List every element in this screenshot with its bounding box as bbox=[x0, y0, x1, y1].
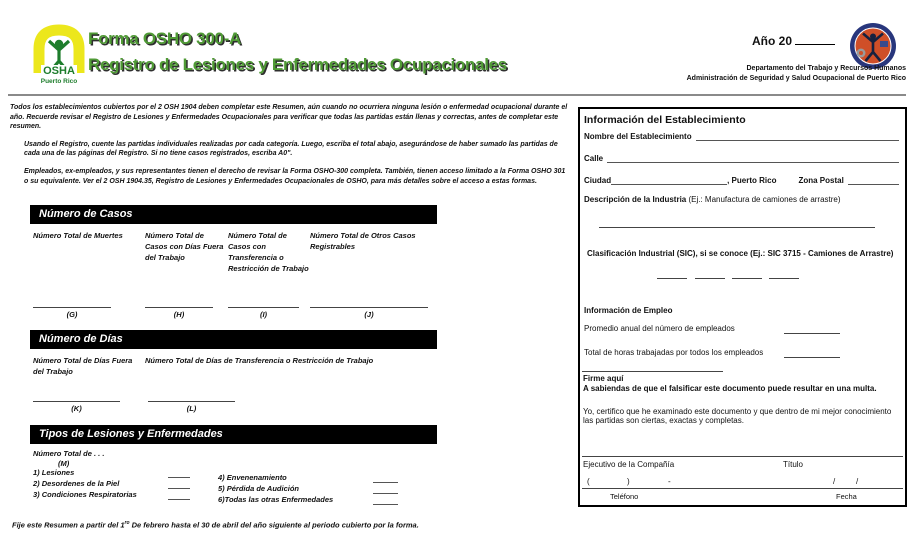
letter-k: (K) bbox=[71, 404, 82, 413]
blank-sic-2[interactable] bbox=[695, 278, 725, 279]
blank-descripcion[interactable] bbox=[599, 227, 875, 228]
blank-line-i[interactable] bbox=[228, 306, 299, 308]
blank-line-h[interactable] bbox=[145, 306, 213, 308]
osha-puerto-rico-logo bbox=[29, 23, 89, 85]
date-slash-2: / bbox=[856, 477, 859, 486]
col-label-dias-fuera: Número Total de Casos con Días Fuera del Trabajo bbox=[145, 231, 224, 262]
tipo-row-condiciones-respiratorias bbox=[33, 490, 190, 500]
note-suffix: De febrero hasta el 30 de abril del año siguiente al periodo cubierto por la forma. bbox=[129, 520, 419, 530]
date-slash-1: / bbox=[833, 477, 836, 486]
establishment-info-panel bbox=[578, 107, 907, 507]
field-calle bbox=[584, 153, 899, 163]
col-label-transferencia: Número Total de Casos con Transferencia o Restricción de Trabajo bbox=[228, 231, 309, 273]
note-superscript: ro bbox=[124, 520, 130, 526]
field-descripcion-industria bbox=[584, 195, 899, 204]
col-label-otros-casos: Número Total de Otros Casos Registrables bbox=[310, 231, 416, 251]
tipo-label-lesiones: 1) Lesiones bbox=[33, 468, 75, 477]
blank-desordenes-piel[interactable] bbox=[168, 480, 190, 489]
label-nombre: Nombre del Establecimiento bbox=[584, 132, 692, 141]
field-nombre-establecimiento bbox=[584, 131, 899, 141]
label-informacion-empleo: Información de Empleo bbox=[584, 306, 673, 315]
label-telefono: Teléfono bbox=[610, 492, 639, 501]
intro-paragraph-3: Empleados, ex-empleados, y sus representantes tienen el derecho de revisar la Forma OSHO-300 completa. También, tienen acceso limitado a la Forma OSHO 301 o su equivalente. Ver el 2 OSH 1904.35, Registro de Lesiones y Enfermedades Ocupacionales de OSHO, para más detalles sobre el acceso a estas formas. bbox=[24, 167, 566, 185]
intro-paragraph-2: Usando el Registro, cuente las partidas individuales realizadas por cada categoría. Luego, escriba el total abajo, asegurándose de haber sumado las partidas de cada una de las páginas del Registro. Si no tiene casos registrados, escriba A0". bbox=[24, 140, 558, 158]
letter-m: (M) bbox=[58, 459, 70, 468]
form-title bbox=[88, 26, 507, 78]
field-g bbox=[33, 306, 111, 319]
letter-j: (J) bbox=[364, 310, 374, 319]
blank-sic-1[interactable] bbox=[657, 278, 687, 279]
tipo-label-envenenamiento: 4) Envenenamiento bbox=[218, 473, 287, 482]
col-label-dias-fuera-trabajo: Número Total de Días Fuera del Trabajo bbox=[33, 356, 133, 376]
field-j bbox=[310, 306, 428, 319]
tipo-row-envenenamiento bbox=[218, 473, 398, 483]
label-descripcion-ejemplo: (Ej.: Manufactura de camiones de arrastre) bbox=[686, 195, 841, 204]
label-clasificacion-sic: Clasificación Industrial (SIC), si se conoce (Ej.: SIC 3715 - Camiones de Arrastre) bbox=[587, 249, 894, 258]
posting-instruction-note bbox=[12, 520, 419, 530]
panel-title: Información del Establecimiento bbox=[584, 114, 746, 126]
intro-paragraph-1: Todos los establecimientos cubiertos por el 2 OSH 1904 deben completar este Resumen, aún cuando no ocurriera ninguna lesión o enfermedad ocupacional durante el año. Recuerde revisar el Registro de Lesiones y Enfermedades Ocupacionales para verificar que todas las partidas están llenas y correctas, antes de completar este resumen. bbox=[10, 104, 568, 131]
field-i bbox=[228, 306, 299, 319]
year-blank[interactable] bbox=[795, 33, 835, 45]
label-puerto-rico: , Puerto Rico bbox=[727, 176, 777, 185]
tipo-label-otras-enfermedades: 6)Todas las otras Enfermedades bbox=[218, 495, 334, 504]
section-bar-tipos-lesiones: Tipos de Lesiones y Enfermedades bbox=[30, 425, 437, 444]
tipo-label-perdida-audicion: 5) Pérdida de Audición bbox=[218, 484, 299, 493]
phone-paren-close: ) bbox=[627, 477, 630, 486]
intro-text bbox=[10, 103, 570, 194]
blank-promedio-empleados[interactable] bbox=[784, 333, 840, 334]
header-divider bbox=[8, 94, 906, 96]
form-title-line2: Registro de Lesiones y Enfermedades Ocupacionales bbox=[88, 55, 507, 74]
department-line2: Administración de Seguridad y Salud Ocupacional de Puerto Rico bbox=[686, 75, 906, 82]
blank-lesiones[interactable] bbox=[168, 469, 190, 478]
label-multa: A sabiendas de que el falsificar este documento puede resultar en una multa. bbox=[583, 384, 877, 393]
blank-ciudad[interactable] bbox=[611, 175, 727, 185]
label-ejecutivo: Ejecutivo de la Compañía bbox=[583, 460, 675, 469]
field-k bbox=[33, 400, 120, 413]
tipo-label-desordenes-piel: 2) Desordenes de la Piel bbox=[33, 479, 120, 488]
tipos-header: Número Total de . . . bbox=[33, 449, 105, 458]
year-label: Año 20 bbox=[752, 34, 793, 48]
field-l bbox=[148, 400, 235, 413]
blank-line-k[interactable] bbox=[33, 400, 120, 402]
label-titulo: Título bbox=[783, 460, 804, 469]
department-seal-icon bbox=[849, 22, 897, 70]
tipo-row-desordenes-piel bbox=[33, 479, 190, 489]
letter-g: (G) bbox=[66, 310, 78, 319]
label-fecha: Fecha bbox=[836, 492, 857, 501]
label-calle: Calle bbox=[584, 154, 604, 163]
col-label-dias-transferencia: Número Total de Días de Transferencia o Restricción de Trabajo bbox=[145, 356, 374, 365]
logo-region-text: Puerto Rico bbox=[40, 78, 78, 85]
blank-envenenamiento[interactable] bbox=[373, 474, 398, 483]
department-header bbox=[687, 64, 906, 84]
col-label-muertes: Número Total de Muertes bbox=[33, 231, 123, 240]
department-line1: Departamento del Trabajo y Recursos Humanos bbox=[746, 65, 906, 72]
blank-condiciones-respiratorias[interactable] bbox=[168, 491, 190, 500]
tipo-label-condiciones-respiratorias: 3) Condiciones Respiratorias bbox=[33, 490, 137, 499]
phone-paren-open: ( bbox=[587, 477, 590, 486]
blank-nombre[interactable] bbox=[696, 131, 899, 141]
field-ciudad-zona bbox=[584, 175, 899, 185]
blank-zona-postal[interactable] bbox=[848, 175, 899, 185]
blank-line-j[interactable] bbox=[310, 306, 428, 308]
blank-otras-enfermedades[interactable] bbox=[373, 496, 398, 505]
section-bar-numero-de-dias: Número de Días bbox=[30, 330, 437, 349]
letter-l: (L) bbox=[186, 404, 197, 413]
signature-divider bbox=[582, 456, 903, 457]
note-prefix: Fije este Resumen a partir del 1 bbox=[12, 520, 125, 530]
phone-date-line[interactable] bbox=[582, 488, 903, 489]
blank-calle[interactable] bbox=[607, 153, 899, 163]
form-title-line1: Forma OSHO 300-A bbox=[88, 29, 241, 48]
blank-sic-3[interactable] bbox=[732, 278, 762, 279]
label-zona-postal: Zona Postal bbox=[798, 176, 844, 185]
tipo-row-perdida-audicion bbox=[218, 484, 398, 494]
label-ciudad: Ciudad bbox=[584, 176, 612, 185]
tipo-row-otras-enfermedades bbox=[218, 495, 398, 505]
field-h bbox=[145, 306, 213, 319]
certification-statement: Yo, certifico que he examinado este documento y que dentro de mi mejor conocimiento las partidas son ciertas, exactas y completas. bbox=[583, 407, 892, 425]
blank-line-l[interactable] bbox=[148, 400, 235, 402]
section-bar-numero-de-casos: Número de Casos bbox=[30, 205, 437, 224]
logo-org-text: OSHA bbox=[43, 65, 75, 77]
blank-horas-trabajadas[interactable] bbox=[784, 357, 840, 358]
blank-perdida-audicion[interactable] bbox=[373, 485, 398, 494]
label-horas-trabajadas: Total de horas trabajadas por todos los empleados bbox=[584, 348, 764, 357]
label-descripcion: Descripción de la Industria bbox=[584, 195, 687, 204]
letter-i: (I) bbox=[259, 310, 268, 319]
firme-divider bbox=[582, 371, 723, 372]
blank-sic-4[interactable] bbox=[769, 278, 799, 279]
tipo-row-lesiones bbox=[33, 468, 190, 478]
label-promedio-empleados: Promedio anual del número de empleados bbox=[584, 324, 735, 333]
year-field bbox=[752, 33, 835, 48]
phone-dash: - bbox=[668, 477, 671, 486]
blank-line-g[interactable] bbox=[33, 306, 111, 308]
label-firme-aqui: Firme aquí bbox=[583, 374, 624, 383]
letter-h: (H) bbox=[173, 310, 185, 319]
